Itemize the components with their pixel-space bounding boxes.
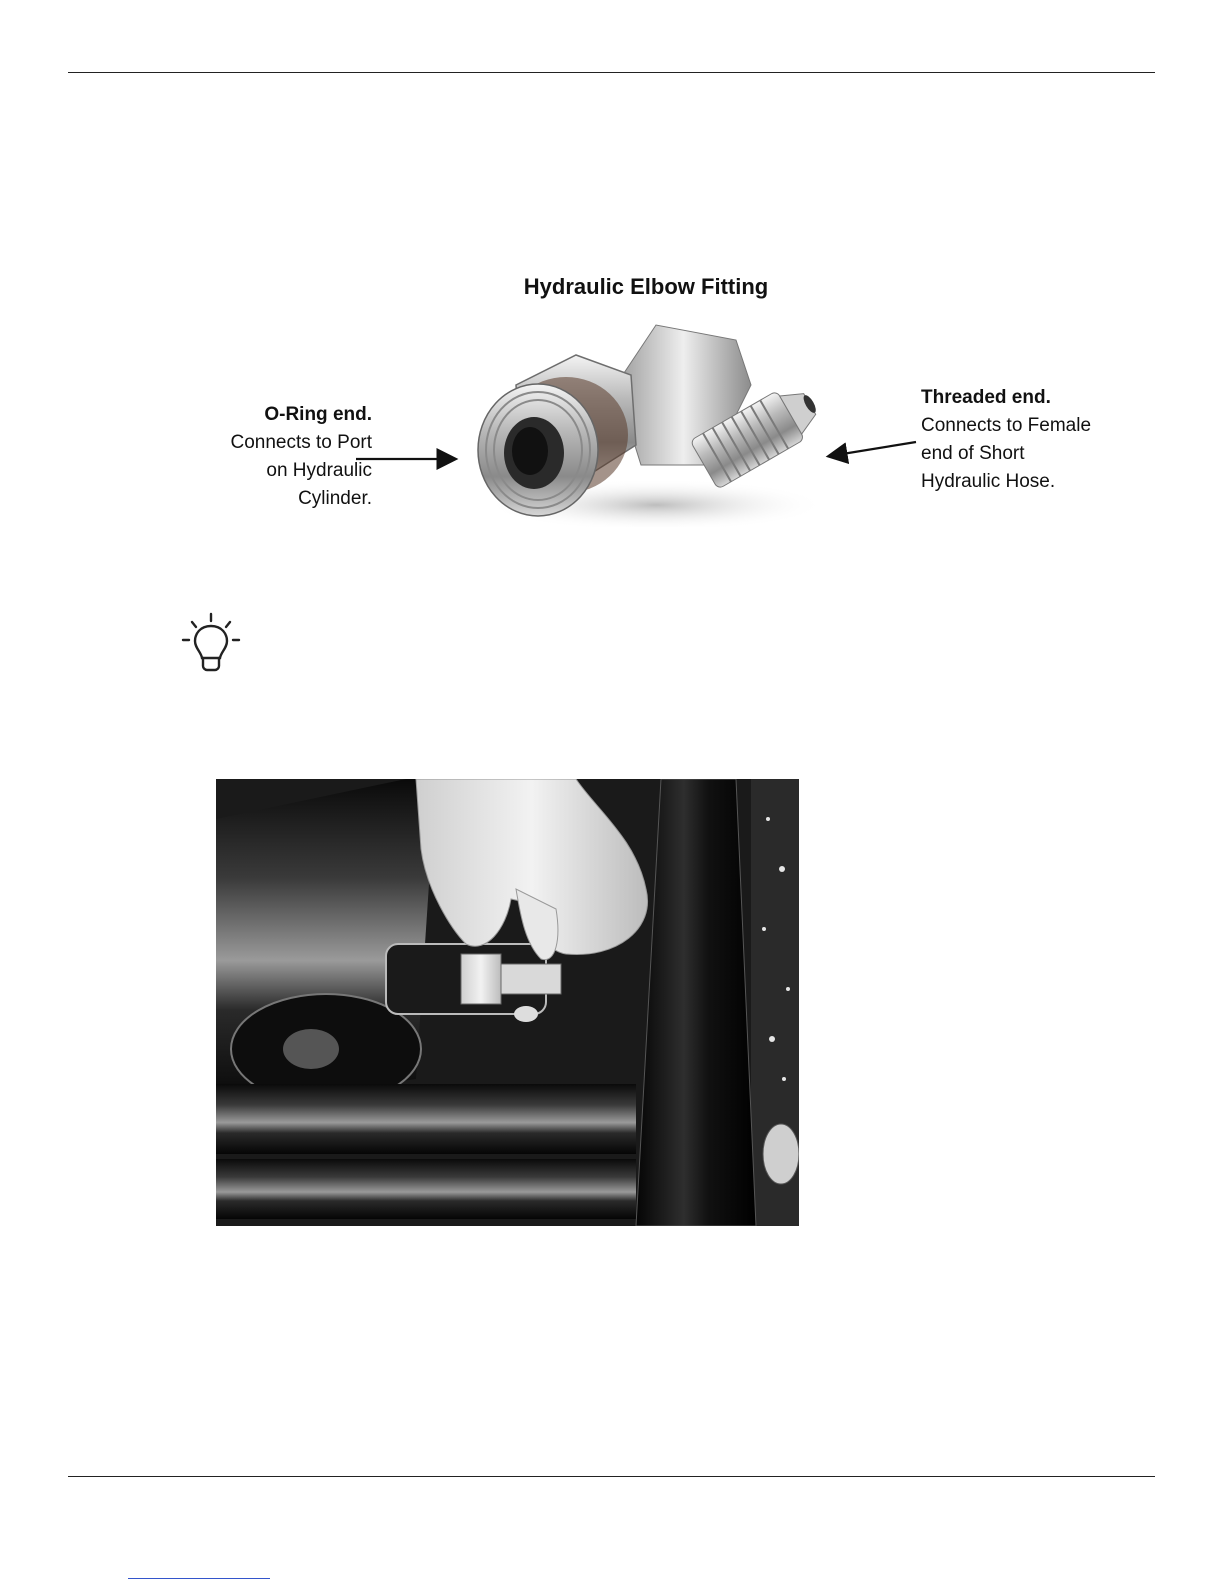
o-ring-end-heading: O-Ring end. <box>264 404 372 425</box>
footer-rule <box>68 1476 1155 1477</box>
figure-title: Hydraulic Elbow Fitting <box>523 274 769 299</box>
threaded-end-callout <box>921 384 1161 496</box>
threaded-end-heading: Threaded end. <box>921 387 1051 408</box>
o-ring-end-line-1: Connects to Port <box>230 432 372 453</box>
o-ring-end-line-2: on Hydraulic <box>266 460 372 481</box>
o-ring-end-callout <box>150 401 372 513</box>
threaded-end-line-1: Connects to Female <box>921 415 1092 436</box>
o-ring-end-line-3: Cylinder. <box>298 488 372 509</box>
fitting-photo <box>466 315 828 527</box>
threaded-end-line-3: Hydraulic Hose. <box>921 471 1056 492</box>
installation-photo <box>216 779 799 1226</box>
header-rule <box>68 72 1155 73</box>
lightbulb-icon <box>180 612 242 674</box>
threaded-arrow <box>830 442 916 456</box>
threaded-end-line-2: end of Short <box>921 443 1025 464</box>
footer-link-underline[interactable] <box>128 1578 270 1579</box>
